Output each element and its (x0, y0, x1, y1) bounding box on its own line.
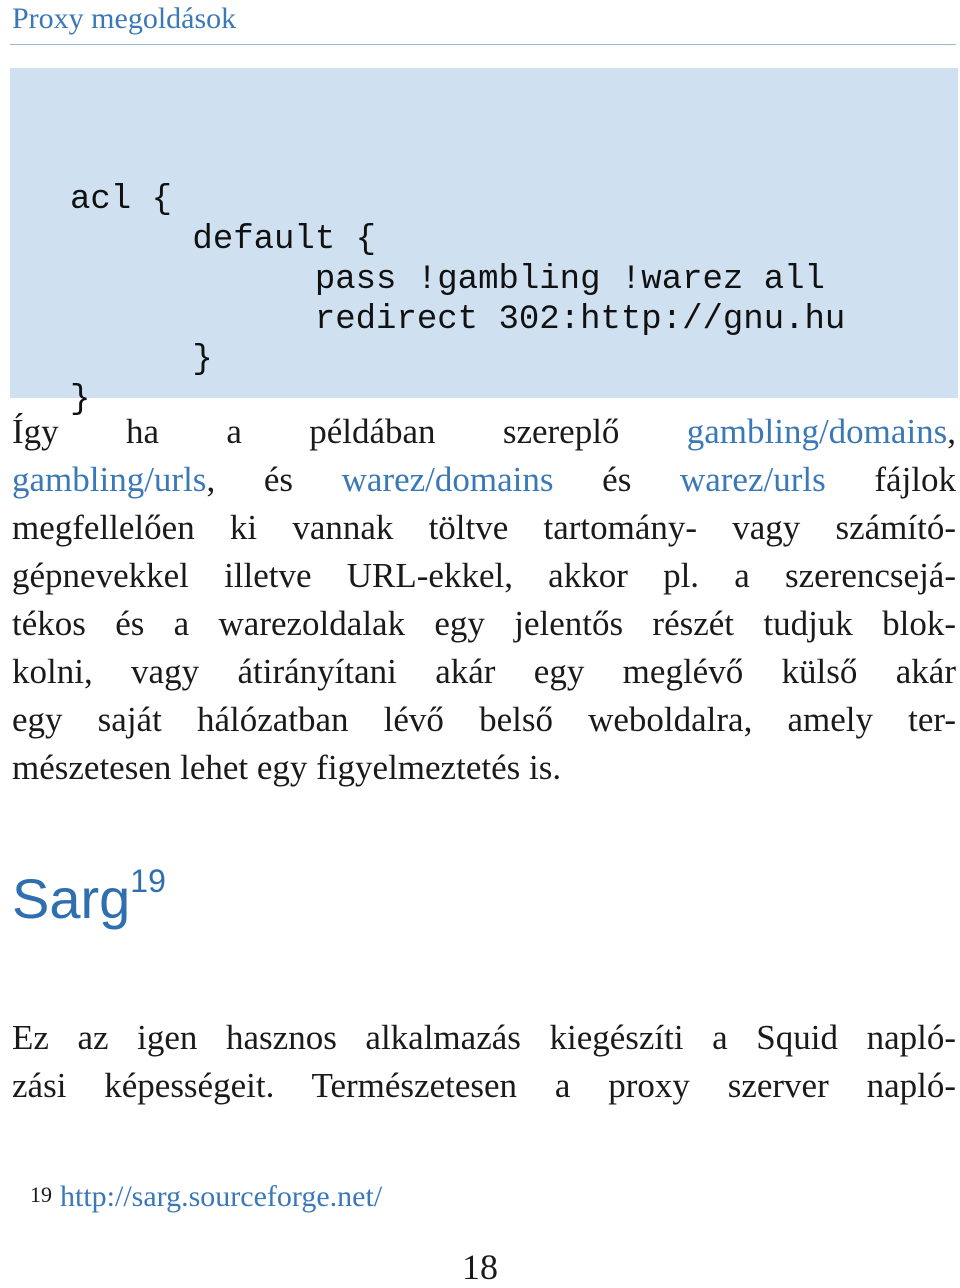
text-span: és (553, 460, 680, 499)
page-number: 18 (462, 1247, 498, 1287)
comma: , (947, 412, 957, 451)
link-warez-urls[interactable]: warez/urls (679, 460, 826, 499)
code-block (10, 68, 958, 419)
text-line: kolni, vagy átirányítani akár egy meglévő külső akár (12, 652, 956, 691)
word: ha (125, 412, 160, 451)
code-line: acl { (70, 181, 173, 219)
link-gambling-urls[interactable]: gambling/urls (12, 460, 207, 499)
section-title: Sarg (12, 867, 131, 930)
text-line: Ez az igen hasznos alkalmazás kiegészíti a Squid napló- (12, 1018, 956, 1057)
link-warez-domains[interactable]: warez/domains (341, 460, 554, 499)
footnote-number: 19 (30, 1182, 52, 1207)
code-line: default { (70, 221, 377, 259)
text-line (12, 408, 956, 456)
code-line: } (70, 341, 213, 379)
header-rule (10, 44, 956, 45)
paragraph-proxy-filtering (12, 408, 956, 792)
link-group (687, 412, 956, 451)
running-header: Proxy megoldások (12, 2, 237, 35)
text-span: , és (206, 460, 342, 499)
code-line: pass !gambling !warez all (70, 261, 825, 299)
text-line: mészetesen lehet egy figyelmeztetés is. (12, 748, 562, 787)
paragraph-sarg (12, 1014, 956, 1110)
code-line: } (70, 381, 91, 419)
footnote (30, 1180, 382, 1214)
word: Így (12, 412, 59, 451)
text-line: tékos és a warezoldalak egy jelentős részét tudjuk blok- (12, 604, 956, 643)
link-gambling-domains[interactable]: gambling/domains (686, 412, 948, 451)
text-line (12, 456, 956, 504)
text-line: gépnevekkel illetve URL-ekkel, akkor pl. a szerencsejá- (12, 556, 956, 595)
text-line: megfellelően ki vannak töltve tartomány- vagy számító- (12, 508, 956, 547)
text-line: zási képességeit. Természetesen a proxy szerver napló- (12, 1066, 956, 1105)
word: szereplő (502, 412, 620, 451)
footnote-link[interactable]: http://sarg.sourceforge.net/ (60, 1180, 383, 1213)
word: a (226, 412, 242, 451)
word: példában (309, 412, 436, 451)
code-line: redirect 302:http://gnu.hu (70, 301, 846, 339)
footnote-reference[interactable]: 19 (130, 863, 166, 900)
text-line: egy saját hálózatban lévő belső weboldalra, amely ter- (12, 700, 956, 739)
text-span: fájlok (825, 460, 957, 499)
section-heading-sarg (12, 863, 166, 931)
